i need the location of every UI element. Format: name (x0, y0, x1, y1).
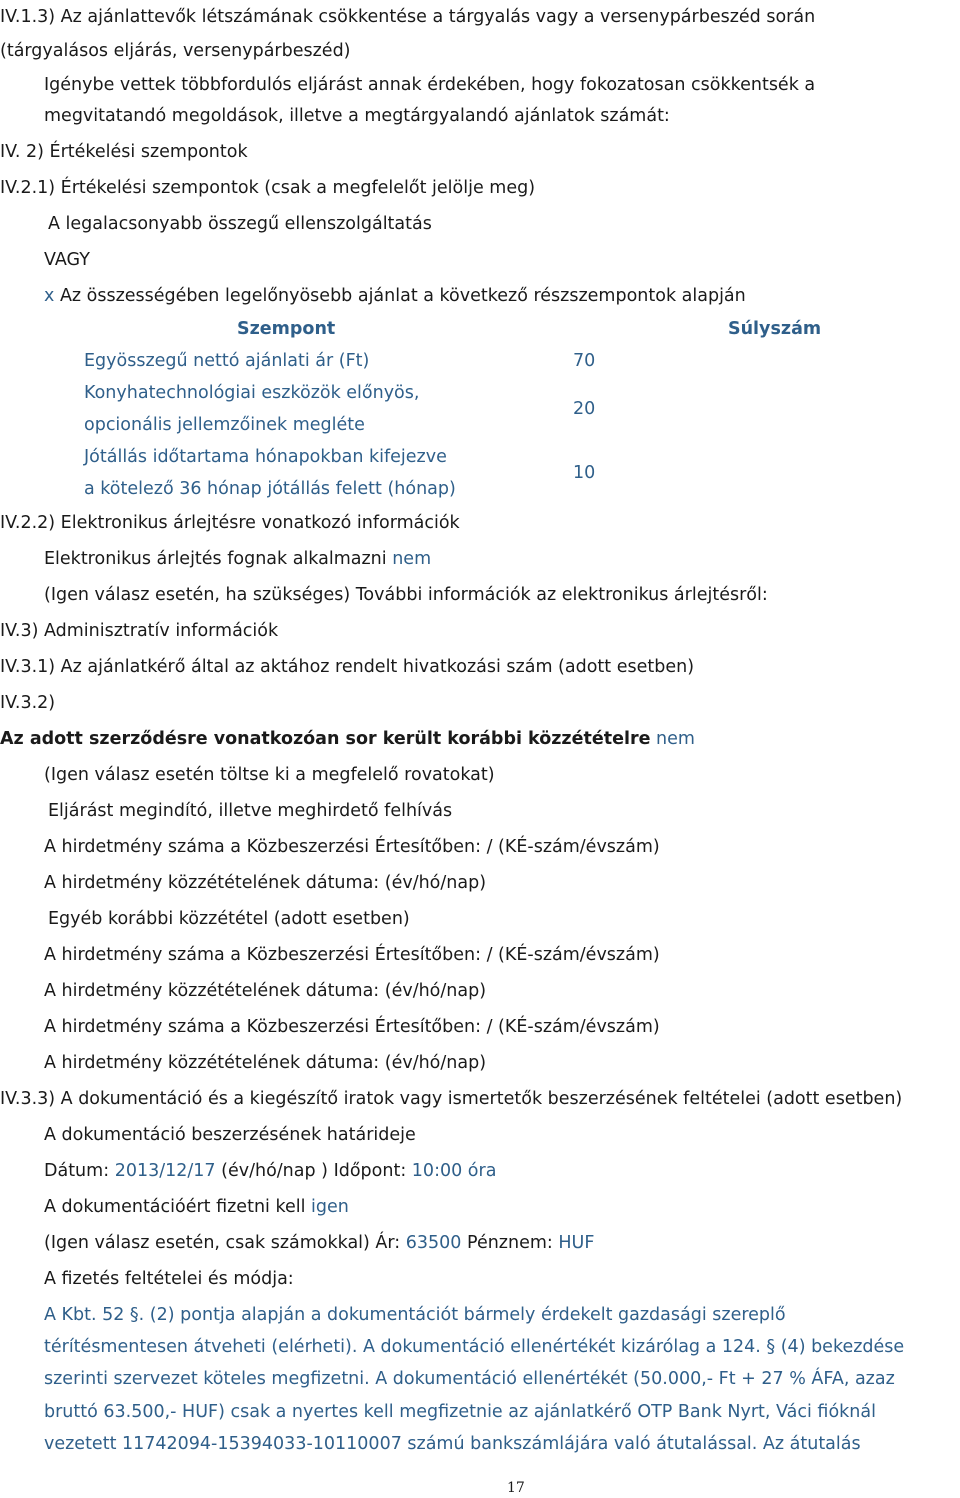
previous-publication-value: nem (656, 729, 695, 749)
section-iv22-heading: IV.2.2) Elektronikus árlejtésre vonatkozó információk (0, 513, 460, 533)
currency-value: HUF (558, 1233, 595, 1253)
checked-mark: x (44, 286, 55, 306)
eauction-line (44, 547, 431, 571)
currency-label: Pénznem: (467, 1233, 553, 1253)
payment-line (44, 1195, 349, 1219)
section-iv13-text-2: megvitatandó megoldások, illetve a megtárgyalandó ajánlatok számát: (44, 106, 670, 126)
section-iv13-heading: IV.1.3) Az ajánlattevők létszámának csökkentése a tárgyalás vagy a versenypárbeszéd során (0, 7, 816, 27)
section-iv21-heading: IV.2.1) Értékelési szempontok (csak a megfelelőt jelölje meg) (0, 178, 536, 198)
doc-deadline-label: A dokumentáció beszerzésének határideje (44, 1125, 416, 1145)
payment-terms-line-4: bruttó 63.500,- HUF) csak a nyertes kell megfizetnie az ajánlatkérő OTP Bank Nyrt, Váci fióknál (44, 1402, 876, 1422)
payment-terms-line-5: vezetett 11742094-15394033-10110007 számú bankszámlájára való átutalással. Az átutalás (44, 1434, 861, 1454)
price-line (44, 1231, 594, 1255)
date-value: 2013/12/17 (114, 1161, 216, 1181)
page-number: 17 (507, 1480, 525, 1496)
previous-publication-line (0, 727, 695, 751)
table-row-2-criteria-line1: Konyhatechnológiai eszközök előnyös, (84, 383, 420, 403)
section-iv33-heading: IV.3.3) A dokumentáció és a kiegészítő iratok vagy ismertetők beszerzésének feltételei (adott esetben) (0, 1089, 903, 1109)
date-label: Dátum: (44, 1161, 110, 1181)
procedure-notice-label: Eljárást megindító, illetve meghirdető felhívás (48, 801, 453, 821)
table-row-3-weight: 10 (573, 463, 596, 483)
payment-terms-line-2: térítésmentesen átveheti (elérheti). A dokumentáció ellenértékét kizárólag a 124. § (4) bekezdése (44, 1337, 905, 1357)
time-value: 10:00 óra (411, 1161, 497, 1181)
or-label: VAGY (44, 250, 90, 270)
notice-number-1: A hirdetmény száma a Közbeszerzési Értesítőben: / (KÉ-szám/évszám) (44, 837, 660, 857)
option-best-value (44, 284, 746, 308)
notice-number-3: A hirdetmény száma a Közbeszerzési Értesítőben: / (KÉ-szám/évszám) (44, 1017, 660, 1037)
section-iv2-heading: IV. 2) Értékelési szempontok (0, 142, 248, 162)
notice-date-3: A hirdetmény közzétételének dátuma: (év/hó/nap) (44, 1053, 487, 1073)
notice-date-2: A hirdetmény közzétételének dátuma: (év/hó/nap) (44, 981, 487, 1001)
table-row-3-criteria-line1: Jótállás időtartama hónapokban kifejezve (84, 447, 447, 467)
notice-number-2: A hirdetmény száma a Közbeszerzési Értesítőben: / (KÉ-szám/évszám) (44, 945, 660, 965)
payment-terms-line-1: A Kbt. 52 §. (2) pontja alapján a dokumentációt bármely érdekelt gazdasági szereplő (44, 1305, 786, 1325)
table-row-1-criteria: Egyösszegű nettó ajánlati ár (Ft) (84, 351, 370, 371)
price-label: (Igen válasz esetén, csak számokkal) Ár: (44, 1233, 401, 1253)
time-label: Időpont: (333, 1161, 407, 1181)
other-publication-label: Egyéb korábbi közzététel (adott esetben) (48, 909, 410, 929)
previous-publication-label: Az adott szerződésre vonatkozóan sor került korábbi közzétételre (0, 729, 651, 749)
notice-date-1: A hirdetmény közzétételének dátuma: (év/hó/nap) (44, 873, 487, 893)
section-iv31-heading: IV.3.1) Az ajánlatkérő által az aktához rendelt hivatkozási szám (adott esetben) (0, 657, 695, 677)
eauction-label: Elektronikus árlejtés fognak alkalmazni (44, 549, 387, 569)
table-row-2-weight: 20 (573, 399, 596, 419)
section-iv13-subheading: (tárgyalásos eljárás, versenypárbeszéd) (0, 41, 351, 61)
payment-value: igen (311, 1197, 349, 1217)
table-header-weight: Súlyszám (728, 319, 822, 339)
fill-note: (Igen válasz esetén töltse ki a megfelelő rovatokat) (44, 765, 495, 785)
option-lowest-price: A legalacsonyabb összegű ellenszolgáltatás (48, 214, 432, 234)
option-best-value-label: Az összességében legelőnyösebb ajánlat a következő részszempontok alapján (59, 286, 746, 306)
section-iv32-heading: IV.3.2) (0, 693, 56, 713)
payment-terms-label: A fizetés feltételei és módja: (44, 1269, 294, 1289)
eauction-more-info: (Igen válasz esetén, ha szükséges) További információk az elektronikus árlejtésről: (44, 585, 768, 605)
deadline-line (44, 1159, 496, 1183)
date-format: (év/hó/nap ) (221, 1161, 328, 1181)
table-row-1-weight: 70 (573, 351, 596, 371)
eauction-value: nem (392, 549, 432, 569)
table-row-3-criteria-line2: a kötelező 36 hónap jótállás felett (hónap) (84, 479, 456, 499)
table-header-criteria: Szempont (237, 319, 336, 339)
section-iv3-heading: IV.3) Adminisztratív információk (0, 621, 279, 641)
section-iv13-text-1: Igénybe vettek többfordulós eljárást annak érdekében, hogy fokozatosan csökkentsék a (44, 75, 816, 95)
table-row-2-criteria-line2: opcionális jellemzőinek megléte (84, 415, 365, 435)
payment-label: A dokumentációért fizetni kell (44, 1197, 306, 1217)
payment-terms-line-3: szerinti szervezet köteles megfizetni. A dokumentáció ellenértékét (50.000,- Ft + 27 % ÁFA, azaz (44, 1369, 895, 1389)
price-value: 63500 (405, 1233, 462, 1253)
